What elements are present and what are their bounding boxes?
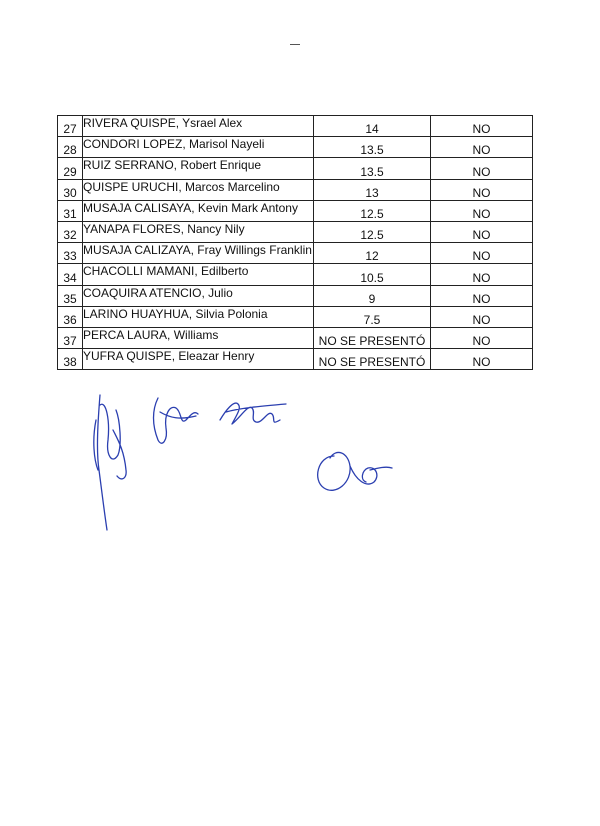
row-number: 31 [58,200,83,221]
row-number: 37 [58,327,83,348]
participant-name: MUSAJA CALISAYA, Kevin Mark Antony [83,200,314,221]
page-mark [290,44,300,45]
row-number: 27 [58,116,83,137]
result-cell: NO [431,221,533,242]
signature-3 [220,403,286,424]
score-cell: 9 [314,285,431,306]
row-number: 33 [58,243,83,264]
table-row [58,116,533,137]
score-cell: 13.5 [314,137,431,158]
table-row [58,264,533,285]
score-cell: 14 [314,116,431,137]
row-number: 36 [58,306,83,327]
row-number: 28 [58,137,83,158]
participant-name: RIVERA QUISPE, Ysrael Alex [83,116,314,137]
table-row [58,200,533,221]
participant-name: YANAPA FLORES, Nancy Nily [83,221,314,242]
signature-4 [318,452,392,490]
participant-name: CONDORI LOPEZ, Marisol Nayeli [83,137,314,158]
score-cell: 13.5 [314,158,431,179]
result-cell: NO [431,243,533,264]
participant-name: QUISPE URUCHI, Marcos Marcelino [83,179,314,200]
score-cell: 12.5 [314,200,431,221]
result-cell: NO [431,200,533,221]
table-row [58,158,533,179]
participant-name: CHACOLLI MAMANI, Edilberto [83,264,314,285]
score-cell: NO SE PRESENTÓ [314,349,431,370]
score-cell: 7.5 [314,306,431,327]
participant-name: RUIZ SERRANO, Robert Enrique [83,158,314,179]
table-row [58,306,533,327]
table-row [58,221,533,242]
table-row [58,137,533,158]
participant-name: COAQUIRA ATENCIO, Julio [83,285,314,306]
result-cell: NO [431,179,533,200]
result-cell: NO [431,306,533,327]
result-cell: NO [431,264,533,285]
score-cell: NO SE PRESENTÓ [314,327,431,348]
row-number: 32 [58,221,83,242]
participant-name: LARINO HUAYHUA, Silvia Polonia [83,306,314,327]
score-cell: 10.5 [314,264,431,285]
score-cell: 12 [314,243,431,264]
signature-1 [94,395,126,530]
row-number: 38 [58,349,83,370]
participant-name: PERCA LAURA, Williams [83,327,314,348]
table-row [58,243,533,264]
result-cell: NO [431,116,533,137]
row-number: 35 [58,285,83,306]
results-table [57,115,533,370]
result-cell: NO [431,327,533,348]
table-row [58,285,533,306]
result-cell: NO [431,349,533,370]
table-row [58,179,533,200]
result-cell: NO [431,158,533,179]
participant-name: YUFRA QUISPE, Eleazar Henry [83,349,314,370]
score-cell: 12.5 [314,221,431,242]
participant-name: MUSAJA CALIZAYA, Fray Willings Franklin [83,243,314,264]
table-row [58,349,533,370]
result-cell: NO [431,285,533,306]
result-cell: NO [431,137,533,158]
row-number: 30 [58,179,83,200]
score-cell: 13 [314,179,431,200]
table-row [58,327,533,348]
row-number: 34 [58,264,83,285]
row-number: 29 [58,158,83,179]
signature-2 [154,398,199,443]
